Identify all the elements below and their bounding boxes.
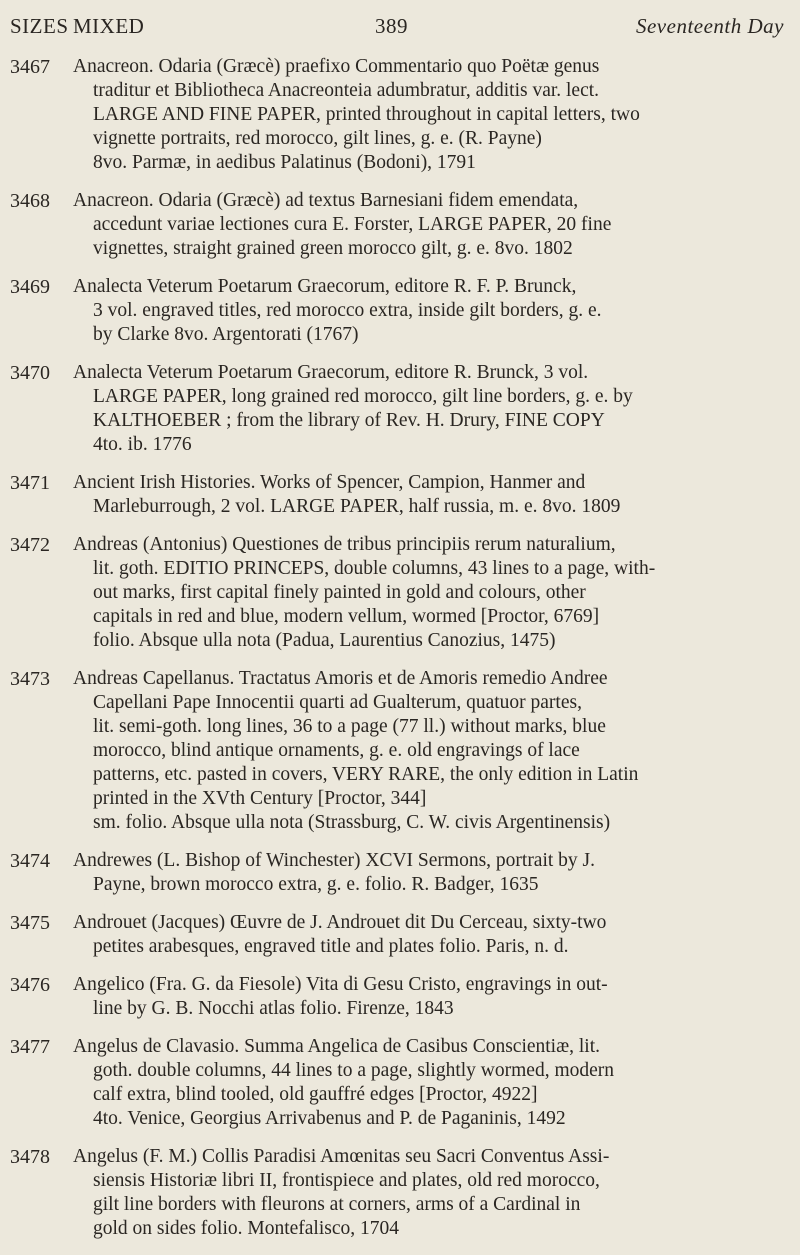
lot-number: 3470 [10, 362, 50, 384]
description-line: 3 vol. engraved titles, red morocco extra, inside gilt borders, g. e. [93, 300, 602, 321]
lot-entry [10, 55, 784, 175]
lot-description [73, 849, 784, 897]
lot-number: 3467 [10, 56, 50, 78]
description-line: Analecta Veterum Poetarum Graecorum, editore R. Brunck, 3 vol. [73, 362, 589, 383]
description-line: siensis Historiæ libri II, frontispiece and plates, old red morocco, [93, 1170, 600, 1191]
description-line: Analecta Veterum Poetarum Graecorum, editore R. F. P. Brunck, [73, 276, 577, 297]
lot-entry [10, 189, 784, 261]
description-line: goth. double columns, 44 lines to a page, slightly wormed, modern [93, 1060, 615, 1081]
description-line: Anacreon. Odaria (Græcè) praefixo Commentario quo Poëtæ genus [73, 56, 600, 77]
description-line: Angelus (F. M.) Collis Paradisi Amœnitas seu Sacri Conventus Assi- [73, 1146, 610, 1167]
lot-entry [10, 849, 784, 897]
description-line: printed in the XVth Century [Proctor, 344] [93, 788, 427, 809]
description-line: 8vo. Parmæ, in aedibus Palatinus (Bodoni), 1791 [93, 152, 476, 173]
page-header [10, 14, 784, 39]
description-line: Anacreon. Odaria (Græcè) ad textus Barnesiani fidem emendata, [73, 190, 579, 211]
lot-number: 3478 [10, 1146, 50, 1168]
description-line: line by G. B. Nocchi atlas folio. Firenze, 1843 [93, 998, 454, 1019]
description-line: Marleburrough, 2 vol. LARGE PAPER, half russia, m. e. 8vo. 1809 [93, 496, 621, 517]
lot-number: 3473 [10, 668, 50, 690]
description-line: 4to. Venice, Georgius Arrivabenus and P. de Paganinis, 1492 [93, 1108, 566, 1129]
description-line: Ancient Irish Histories. Works of Spencer, Campion, Hanmer and [73, 472, 586, 493]
description-line: gold on sides folio. Montefalisco, 1704 [93, 1218, 400, 1239]
lot-description [73, 667, 784, 835]
lot-entry [10, 361, 784, 457]
description-line: Payne, brown morocco extra, g. e. folio. R. Badger, 1635 [93, 874, 539, 895]
lot-description [73, 1145, 784, 1241]
description-line: Andreas (Antonius) Questiones de tribus principiis rerum naturalium, [73, 534, 616, 555]
lot-description [73, 361, 784, 457]
description-line: traditur et Bibliotheca Anacreonteia adumbratur, additis var. lect. [93, 80, 600, 101]
description-line: Angelico (Fra. G. da Fiesole) Vita di Gesu Cristo, engravings in out- [73, 974, 608, 995]
description-line: patterns, etc. pasted in covers, VERY RARE, the only edition in Latin [93, 764, 639, 785]
lot-description [73, 55, 784, 175]
description-line: lit. semi-goth. long lines, 36 to a page (77 ll.) without marks, blue [93, 716, 606, 737]
header-sizes: SIZES [10, 14, 69, 38]
lot-description [73, 471, 784, 519]
description-line: out marks, first capital finely painted in gold and colours, other [93, 582, 586, 603]
lot-description [73, 973, 784, 1021]
description-line: Angelus de Clavasio. Summa Angelica de Casibus Conscientiæ, lit. [73, 1036, 600, 1057]
description-line: 4to. ib. 1776 [93, 434, 192, 455]
lot-number: 3475 [10, 912, 50, 934]
header-day: Seventeenth Day [635, 14, 784, 38]
lot-number: 3469 [10, 276, 50, 298]
lot-description [73, 533, 784, 653]
description-line: calf extra, blind tooled, old gauffré edges [Proctor, 4922] [93, 1084, 538, 1105]
description-line: LARGE PAPER, long grained red morocco, gilt line borders, g. e. by [93, 386, 633, 407]
description-line: Capellani Pape Innocentii quarti ad Gualterum, quatuor partes, [93, 692, 582, 713]
description-line: LARGE AND FINE PAPER, printed throughout in capital letters, two [93, 104, 640, 125]
description-line: morocco, blind antique ornaments, g. e. old engravings of lace [93, 740, 580, 761]
description-line: lit. goth. EDITIO PRINCEPS, double columns, 43 lines to a page, with- [93, 558, 656, 579]
page-number: 389 [375, 14, 408, 38]
lot-entry [10, 471, 784, 519]
lot-number: 3474 [10, 850, 50, 872]
lot-entry [10, 533, 784, 653]
lot-entry [10, 1145, 784, 1241]
lot-entry [10, 667, 784, 835]
description-line: Andreas Capellanus. Tractatus Amoris et de Amoris remedio Andree [73, 668, 608, 689]
header-mixed: MIXED [73, 14, 145, 38]
lot-entry [10, 911, 784, 959]
lot-number: 3476 [10, 974, 50, 996]
lot-list [10, 55, 784, 1255]
description-line: gilt line borders with fleurons at corners, arms of a Cardinal in [93, 1194, 581, 1215]
lot-number: 3468 [10, 190, 50, 212]
lot-entry [10, 1035, 784, 1131]
lot-number: 3477 [10, 1036, 50, 1058]
lot-description [73, 911, 784, 959]
description-line: vignette portraits, red morocco, gilt lines, g. e. (R. Payne) [93, 128, 542, 149]
description-line: vignettes, straight grained green morocco gilt, g. e. 8vo. 1802 [93, 238, 573, 259]
description-line: Androuet (Jacques) Œuvre de J. Androuet dit Du Cerceau, sixty-two [73, 912, 607, 933]
lot-number: 3471 [10, 472, 50, 494]
description-line: KALTHOEBER ; from the library of Rev. H. Drury, FINE COPY [93, 410, 605, 431]
description-line: sm. folio. Absque ulla nota (Strassburg, C. W. civis Argentinensis) [93, 812, 611, 833]
description-line: folio. Absque ulla nota (Padua, Laurentius Canozius, 1475) [93, 630, 556, 651]
lot-entry [10, 973, 784, 1021]
lot-number: 3472 [10, 534, 50, 556]
description-line: capitals in red and blue, modern vellum, wormed [Proctor, 6769] [93, 606, 600, 627]
description-line: by Clarke 8vo. Argentorati (1767) [93, 324, 359, 345]
lot-description [73, 275, 784, 347]
description-line: accedunt variae lectiones cura E. Forster, LARGE PAPER, 20 fine [93, 214, 612, 235]
lot-description [73, 189, 784, 261]
description-line: Andrewes (L. Bishop of Winchester) XCVI Sermons, portrait by J. [73, 850, 596, 871]
lot-entry [10, 275, 784, 347]
description-line: petites arabesques, engraved title and plates folio. Paris, n. d. [93, 936, 569, 957]
lot-description [73, 1035, 784, 1131]
